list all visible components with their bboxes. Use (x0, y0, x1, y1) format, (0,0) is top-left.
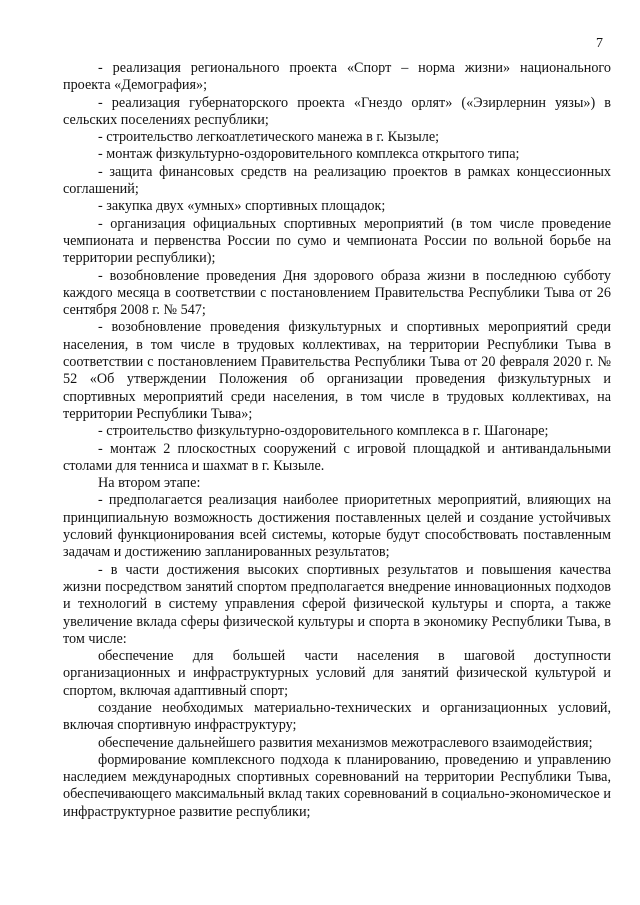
paragraph: - организация официальных спортивных мероприятий (в том числе проведение чемпионата и первенства России по сумо и чемпионата России по вольной борьбе на территории республики); (63, 215, 611, 267)
document-body (63, 60, 611, 821)
paragraph: - закупка двух «умных» спортивных площадок; (98, 198, 386, 215)
paragraph: создание необходимых материально-технических и организационных условий, включая спортивную инфраструктуру; (63, 699, 611, 734)
paragraph: - монтаж физкультурно-оздоровительного комплекса открытого типа; (98, 146, 520, 163)
paragraph: - реализация губернаторского проекта «Гнездо орлят» («Эзирлернин уязы») в сельских поселениях республики; (63, 94, 611, 128)
paragraph: - в части достижения высоких спортивных результатов и повышения качества жизни посредством занятий спортом предполагается внедрение инновационных подходов и технологий в систему управления сферой физической культуры и спорта, а также увеличение вклада сферы физической культуры и спорта в экономику Республики Тыва, в том числе: (63, 561, 611, 647)
page-number: 7 (596, 36, 603, 51)
paragraph: - защита финансовых средств на реализацию проектов в рамках концессионных соглашений; (63, 163, 611, 198)
paragraph: - возобновление проведения физкультурных и спортивных мероприятий среди населения, в том числе в трудовых коллективах, на территории Республики Тыва в соответствии с постановлением Правительства Республики Тыва от 20 февраля 2020 г. № 52 «Об утверждении Положения об организации проведения физкультурных и спортивных мероприятий среди населения, в том числе в трудовых коллективах, на территории Республики Тыва»; (63, 319, 611, 422)
paragraph: - монтаж 2 плоскостных сооружений с игровой площадкой и антивандальными столами для тенниса и шахмат в г. Кызыле. (63, 440, 611, 474)
paragraph: формирование комплексного подхода к планированию, проведению и управлению наследием международных спортивных соревнований на территории Республики Тыва, обеспечивающего максимальный вклад таких соревнований в социально-экономическое и инфраструктурное развитие республики; (63, 751, 611, 820)
paragraph: - предполагается реализация наиболее приоритетных мероприятий, влияющих на принципиальную возможность достижения поставленных целей и создание устойчивых условий функционирования всей системы, которые будут способствовать поставленным задачам и достижению запланированных результатов; (63, 492, 611, 561)
paragraph: обеспечение для большей части населения в шаговой доступности организационных и инфраструктурных условий для занятий физической культурой и спортом, включая адаптивный спорт; (63, 648, 611, 699)
paragraph: - строительство легкоатлетического манежа в г. Кызыле; (98, 129, 440, 146)
paragraph: - строительство физкультурно-оздоровительного комплекса в г. Шагонаре; (98, 423, 549, 440)
section-heading: На втором этапе: (98, 475, 201, 492)
paragraph: - возобновление проведения Дня здорового образа жизни в последнюю субботу каждого месяца в соответствии с постановлением Правительства Республики Тыва от 26 сентября 2008 г. № 547; (63, 267, 611, 319)
paragraph: - реализация регионального проекта «Спорт – норма жизни» национального проекта «Демография»; (63, 60, 611, 94)
paragraph: обеспечение дальнейшего развития механизмов межотраслевого взаимодействия; (98, 734, 593, 751)
